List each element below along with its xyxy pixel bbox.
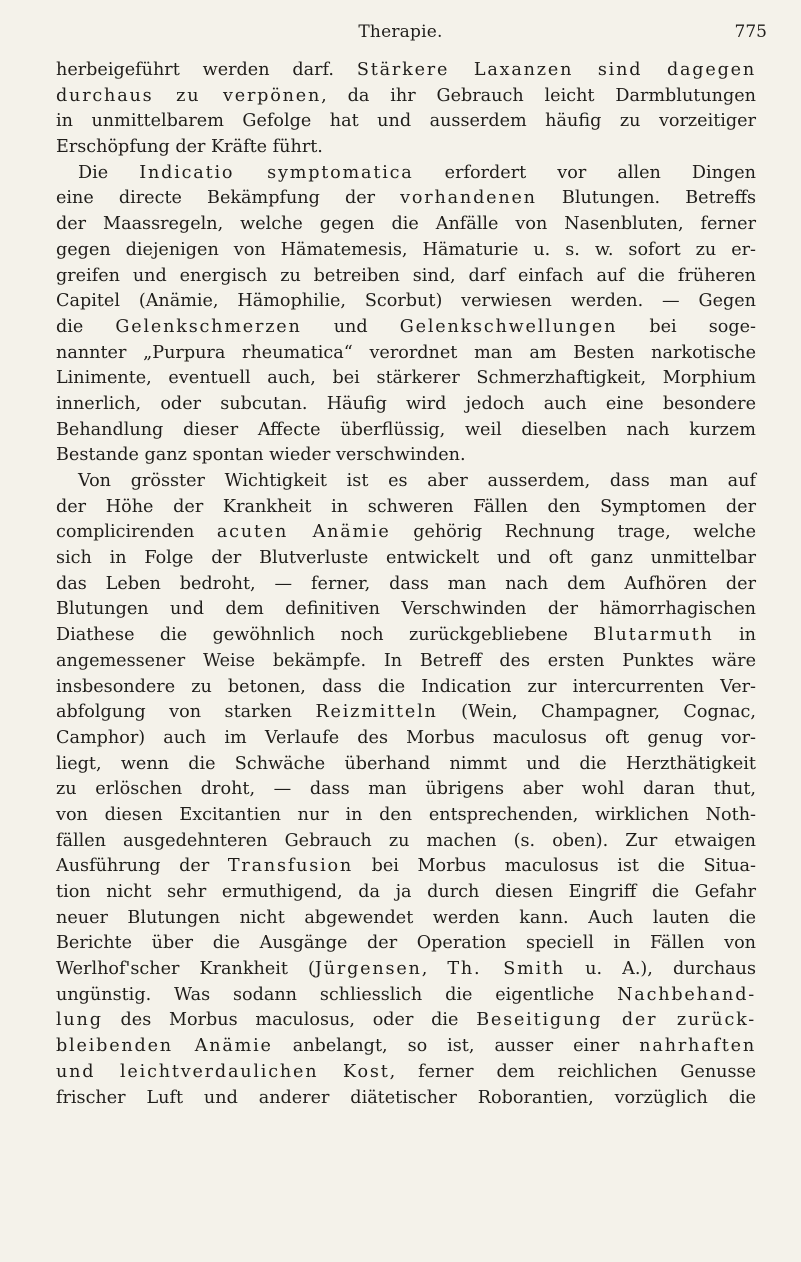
text-line [56,572,756,598]
page-header [0,22,801,50]
text-run: des Morbus maculosus, oder die [102,1010,477,1031]
text-run: Ausführung der [56,856,228,877]
text-run: gegen diejenigen von Hämatemesis, Hämaturie u. s. w. sofort zu er- [56,239,756,260]
text-line [56,1034,756,1060]
text-run: , ferner dem reichlichen Genusse [389,1061,756,1082]
text-run: in unmittelbarem Gefolge hat und ausserdem häufig zu vorzeitiger [56,111,756,132]
text-line [56,803,756,829]
text-line [56,983,756,1009]
text-run: der Höhe der Krankheit in schweren Fällen den Symptomen der [56,496,756,517]
text-line [56,957,756,983]
text-run: Von grösster Wichtigkeit ist es aber ausserdem, dass man auf [78,471,756,491]
text-run: bei soge- [617,316,756,337]
text-run: complicirenden [56,522,217,543]
text-line [56,854,756,880]
text-line [56,880,756,906]
spaced-emphasis: bleibenden Anämie [56,1036,273,1057]
text-line [56,212,756,238]
text-line [56,726,756,752]
spaced-emphasis: durchaus zu verpönen [56,85,322,106]
text-line [56,315,756,341]
spaced-emphasis: Gelenkschwellungen [399,316,618,337]
text-run: die [56,316,116,337]
text-line [56,546,756,572]
text-run: von diesen Excitantien nur in den entsprechenden, wirklichen Noth- [56,804,756,825]
text-run: Blutungen. Betreffs [536,188,756,209]
text-line [56,1060,756,1086]
body-text [56,58,756,1111]
text-line [56,186,756,212]
text-run: fällen ausgedehnteren Gebrauch zu machen (s. oben). Zur etwaigen [56,830,756,851]
text-run: , da ihr Gebrauch leicht Darmblutungen [321,85,757,106]
text-run: Behandlung dieser Affecte überflüssig, weil dieselben nach kurzem [56,419,756,440]
text-line [56,700,756,726]
text-line [56,109,756,135]
text-run: (Wein, Champagner, Cognac, [437,702,756,723]
text-run: bei Morbus maculosus ist die Situa- [353,856,756,877]
text-line [56,135,756,161]
text-line [56,392,756,418]
text-run: Erschöpfung der Kräfte führt. [56,137,323,158]
text-line [56,597,756,623]
spaced-emphasis: Indicatio symptomatica [139,162,414,183]
text-run: nannter „Purpura rheumatica“ verordnet man am Besten narkotische [56,342,756,363]
spaced-emphasis: Blutarmuth [593,625,714,646]
spaced-emphasis: Gelenkschmerzen [115,316,302,337]
text-run: tion nicht sehr ermuthigend, da ja durch diesen Eingriff die Gefahr [56,882,756,902]
text-run: eine directe Bekämpfung der [56,188,401,209]
spaced-emphasis: Th. Smith [447,959,566,980]
text-line [56,469,756,495]
text-run: liegt, wenn die Schwäche überhand nimmt und die Herzthätigkeit [56,753,756,774]
text-run: ungünstig. Was sodann schliesslich die eigentliche [56,984,618,1005]
text-run: anbelangt, so ist, ausser einer [272,1036,640,1057]
page-number: 775 [734,22,767,42]
text-run: gehörig Rechnung trage, welche [390,522,756,543]
text-line [56,366,756,392]
text-run: Berichte über die Ausgänge der Operation speciell in Fällen von [56,933,756,954]
text-run: neuer Blutungen nicht abgewendet werden kann. Auch lauten die [56,907,756,928]
text-run: Die [78,162,140,183]
text-line [56,520,756,546]
text-line [56,161,756,187]
spaced-emphasis: Nachbehand- [617,984,756,1005]
spaced-emphasis: Reizmitteln [315,702,438,723]
text-run: Capitel (Anämie, Hämophilie, Scorbut) verwiesen werden. — Gegen [56,291,756,312]
text-line [56,1008,756,1034]
spaced-emphasis: nahrhaften [639,1036,756,1057]
text-run: herbeigeführt werden darf. [56,60,357,80]
text-line [56,1086,756,1112]
text-line [56,752,756,778]
text-run: das Leben bedroht, — ferner, dass man nach dem Aufhören der [56,573,756,594]
text-run: abfolgung von starken [56,702,316,723]
text-run: innerlich, oder subcutan. Häufig wird jedoch auch eine besondere [56,393,756,414]
text-run: angemessener Weise bekämpfe. In Betreff des ersten Punktes wäre [56,650,756,671]
spaced-emphasis: vorhandenen [400,188,537,209]
text-line [56,289,756,315]
text-run: Blutungen und dem definitiven Verschwinden der hämorrhagischen [56,599,756,620]
text-line [56,264,756,290]
spaced-emphasis: acuten Anämie [216,522,391,543]
text-run: Camphor) auch im Verlaufe des Morbus maculosus oft genug vor- [56,727,756,748]
spaced-emphasis: Stärkere Laxanzen sind dagegen [356,60,756,80]
text-run: sich in Folge der Blutverluste entwickelt und oft ganz unmittelbar [56,548,756,569]
spaced-emphasis: Transfusion [227,856,354,877]
text-line [56,906,756,932]
text-line [56,829,756,855]
text-run: Diathese die gewöhnlich noch zurückgebliebene [56,625,594,646]
text-line [56,495,756,521]
spaced-emphasis: Jürgensen [314,959,422,980]
text-line [56,84,756,110]
text-line [56,777,756,803]
text-run: zu erlöschen droht, — dass man übrigens aber wohl daran thut, [56,779,756,800]
text-run: in [713,625,756,646]
text-run: insbesondere zu betonen, dass die Indication zur intercurrenten Ver- [56,676,756,697]
text-line [56,675,756,701]
spaced-emphasis: lung [56,1010,103,1031]
spaced-emphasis: und leichtverdaulichen Kost [56,1061,390,1082]
text-line [56,443,756,469]
text-run: Linimente, eventuell auch, bei stärkerer Schmerzhaftigkeit, Morphium [56,368,756,389]
text-line [56,341,756,367]
text-run: frischer Luft und anderer diätetischer Roborantien, vorzüglich die [56,1087,756,1108]
text-run: , [421,959,448,980]
text-run: Bestande ganz spontan wieder verschwinden. [56,445,466,466]
text-run: u. A.), durchaus [565,959,757,980]
text-line [56,418,756,444]
text-run: Werlhof'scher Krankheit ( [56,959,315,980]
text-line [56,238,756,264]
text-run: und [301,316,400,337]
text-line [56,623,756,649]
text-run: der Maassregeln, welche gegen die Anfälle von Nasenbluten, ferner [56,214,756,235]
text-run: erfordert vor allen Dingen [413,162,756,183]
text-line [56,58,756,84]
text-line [56,931,756,957]
running-title: Therapie. [358,22,443,42]
spaced-emphasis: Beseitigung der zurück- [476,1010,756,1031]
text-run: greifen und energisch zu betreiben sind, darf einfach auf die früheren [56,265,756,286]
text-line [56,649,756,675]
